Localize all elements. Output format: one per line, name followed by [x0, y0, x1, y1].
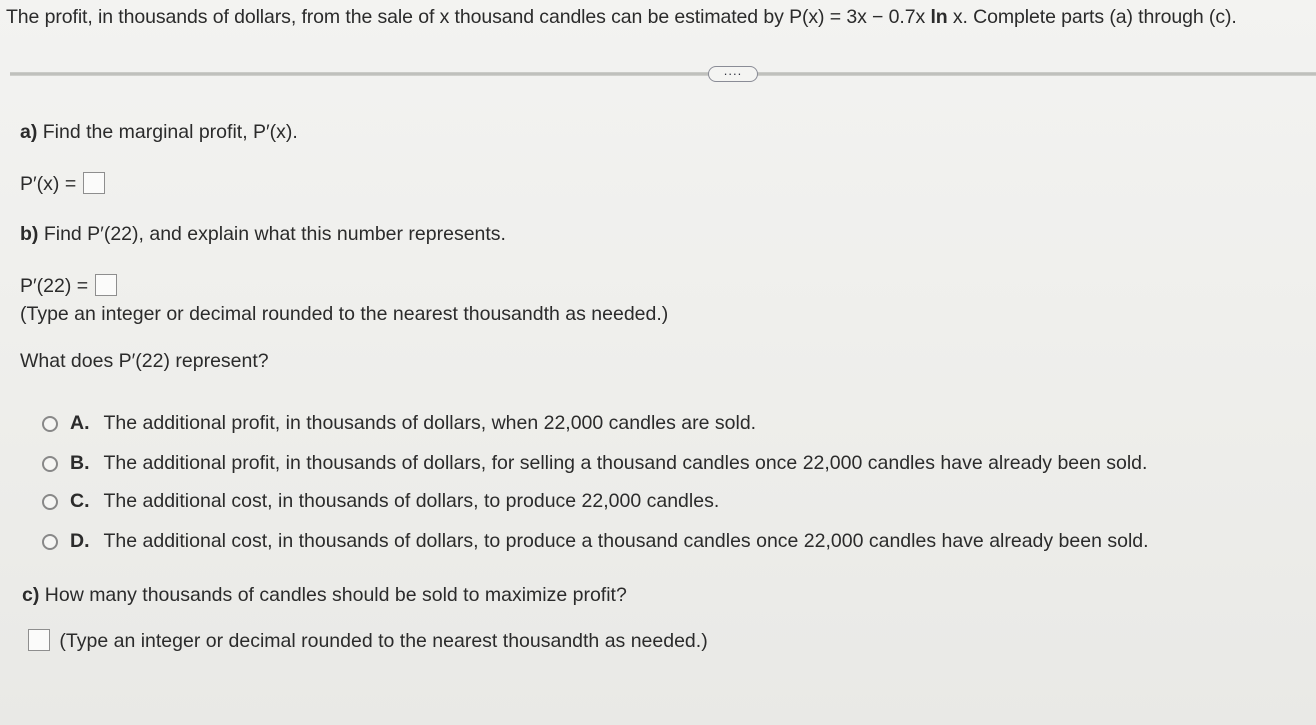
part-b-hint: (Type an integer or decimal rounded to the nearest thousandth as needed.) — [20, 303, 669, 325]
option-b-radio[interactable] — [42, 456, 58, 472]
problem-text-suffix: x. Complete parts (a) through (c). — [947, 6, 1237, 28]
part-c-question-text: How many thousands of candles should be sold to maximize profit? — [39, 584, 627, 606]
option-c-text: The additional cost, in thousands of dollars, to produce 22,000 candles. — [103, 490, 720, 512]
option-a-letter: A. — [70, 412, 90, 434]
part-b-question — [20, 223, 506, 246]
part-a-answer-row — [20, 173, 105, 196]
option-b-text: The additional profit, in thousands of dollars, for selling a thousand candles once 22,000 candles have already been sold. — [103, 452, 1148, 474]
part-c-answer-input[interactable] — [28, 629, 50, 651]
part-b-label: b) — [20, 223, 39, 245]
option-d-text: The additional cost, in thousands of dollars, to produce a thousand candles once 22,000 candles have already been sold. — [103, 530, 1149, 552]
section-divider — [10, 72, 1316, 76]
part-c-hint: (Type an integer or decimal rounded to the nearest thousandth as needed.) — [59, 630, 708, 652]
option-c-radio[interactable] — [42, 494, 58, 510]
option-a[interactable] — [42, 412, 756, 435]
part-a-answer-prefix: P′(x) = — [20, 173, 77, 195]
part-a-question — [20, 121, 298, 144]
part-a-label: a) — [20, 121, 38, 143]
option-b-letter: B. — [70, 452, 90, 474]
problem-text-prefix: The profit, in thousands of dollars, from the sale of x thousand candles can be estimated by P(x) = 3x − 0.7x — [6, 6, 931, 28]
part-c-label: c) — [22, 584, 40, 606]
part-b-answer-prefix: P′(22) = — [20, 275, 89, 297]
part-c-question — [22, 584, 627, 607]
option-c[interactable] — [42, 490, 719, 513]
problem-statement — [6, 6, 1237, 29]
part-b-represent-question: What does P′(22) represent? — [20, 350, 269, 372]
option-d-letter: D. — [70, 530, 90, 552]
option-b[interactable] — [42, 452, 1147, 475]
option-a-text: The additional profit, in thousands of dollars, when 22,000 candles are sold. — [103, 412, 757, 434]
part-b-answer-row — [20, 275, 117, 298]
option-d[interactable] — [42, 530, 1149, 553]
option-d-radio[interactable] — [42, 534, 58, 550]
ln-text: ln — [930, 6, 948, 28]
part-b-answer-input[interactable] — [95, 274, 117, 296]
more-options-button[interactable]: .... — [708, 66, 758, 82]
option-c-letter: C. — [70, 490, 90, 512]
part-a-answer-input[interactable] — [83, 172, 105, 194]
part-b-question-text: Find P′(22), and explain what this number represents. — [38, 223, 506, 245]
part-c-answer-row — [28, 630, 708, 653]
option-a-radio[interactable] — [42, 416, 58, 432]
part-a-question-text: Find the marginal profit, P′(x). — [37, 121, 298, 143]
